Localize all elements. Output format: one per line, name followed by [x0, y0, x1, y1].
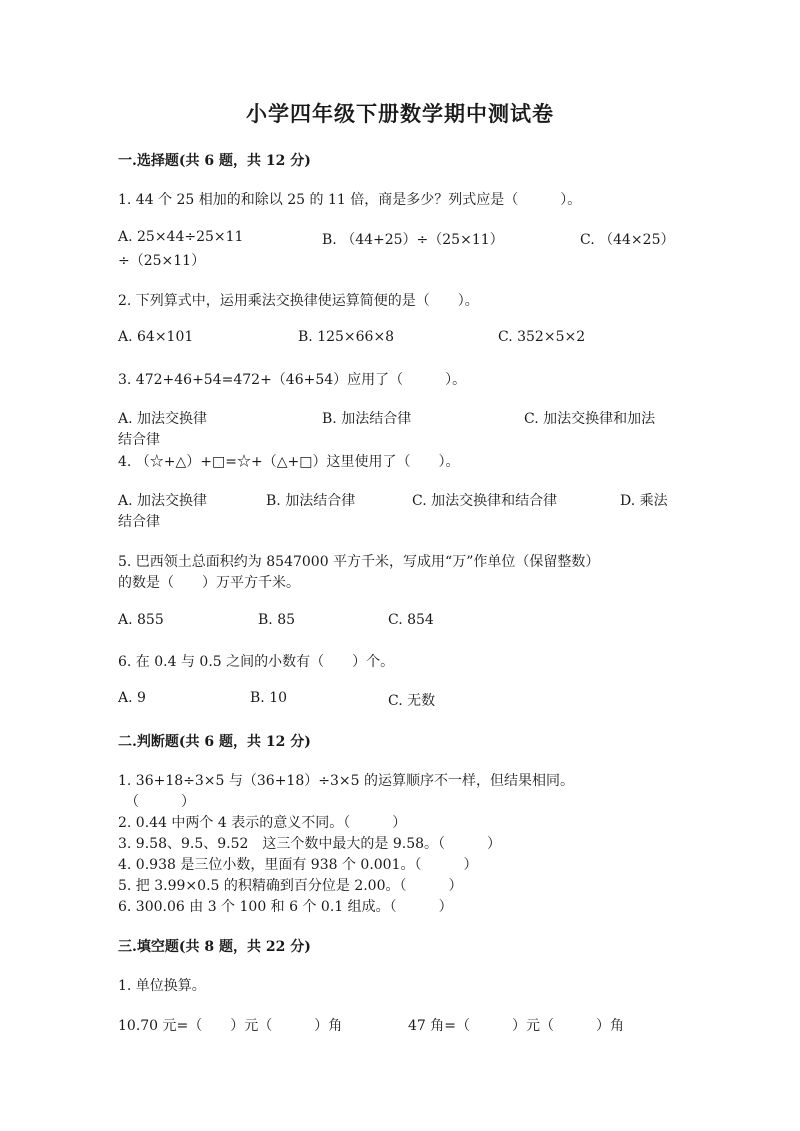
option-b: B. 加法结合律: [322, 411, 412, 427]
question-stem-continued: 的数是（ ）万平方千米。: [118, 575, 300, 591]
fill-in-item: 1. 单位换算。: [118, 978, 206, 994]
judgment-item: 1. 36+18÷3×5 与（36+18）÷3×5 的运算顺序不一样，但结果相同。: [118, 773, 574, 789]
option-b: B. 85: [258, 612, 296, 628]
option-a: A. 加法交换律: [118, 411, 208, 427]
judgment-item: 6. 300.06 由 3 个 100 和 6 个 0.1 组成。（ ）: [118, 899, 453, 915]
option-b: B. （44+25）÷（25×11）: [322, 232, 504, 248]
option-a: A. 64×101: [118, 329, 194, 345]
judgment-item: 4. 0.938 是三位小数，里面有 938 个 0.001。（ ）: [118, 857, 478, 873]
section-heading-choice: 一.选择题(共 6 题，共 12 分): [118, 153, 311, 169]
fill-in-conversion-2: 47 角=（ ）元（ ）角: [408, 1018, 624, 1034]
option-c: C. 854: [388, 612, 434, 628]
option-c: C. 加法交换律和结合律: [412, 493, 558, 509]
section-heading-fill-in: 三.填空题(共 8 题，共 22 分): [118, 939, 311, 955]
option-c: C. （44×25）: [580, 232, 675, 248]
question-stem: 4. （☆+△）+□=☆+（△+□）这里使用了（ ）。: [118, 454, 460, 470]
option-d-continued: 结合律: [118, 514, 160, 530]
question-stem: 2. 下列算式中，运用乘法交换律使运算简便的是（ ）。: [118, 293, 479, 309]
judgment-item: 5. 把 3.99×0.5 的积精确到百分位是 2.00。（ ）: [118, 878, 463, 894]
judgment-item: 3. 9.58、9.5、9.52 这三个数中最大的是 9.58。（ ）: [118, 836, 502, 852]
question-stem: 1. 44 个 25 相加的和除以 25 的 11 倍，商是多少？列式应是（ ）。: [118, 192, 582, 208]
option-c-continued: ÷（25×11）: [118, 253, 206, 269]
judgment-item: 2. 0.44 中两个 4 表示的意义不同。（ ）: [118, 815, 407, 831]
question-stem: 5. 巴西领土总面积约为 8547000 平方千米，写成用“万”作单位（保留整数）: [118, 554, 600, 570]
option-a: A. 加法交换律: [118, 493, 208, 509]
option-a: A. 855: [118, 612, 164, 628]
page-title: 小学四年级下册数学期中测试卷: [246, 101, 554, 126]
question-stem: 3. 472+46+54=472+（46+54）应用了（ ）。: [118, 372, 467, 388]
option-c: C. 加法交换律和加法: [524, 411, 656, 427]
fill-in-conversion-1: 10.70 元=（ ）元（ ）角: [118, 1018, 343, 1034]
option-b: B. 125×66×8: [298, 329, 395, 345]
section-heading-judgment: 二.判断题(共 6 题，共 12 分): [118, 734, 311, 750]
question-stem: 6. 在 0.4 与 0.5 之间的小数有（ ）个。: [118, 654, 395, 670]
option-b: B. 10: [250, 690, 288, 706]
option-c: C. 无数: [388, 693, 436, 709]
option-d: D. 乘法: [620, 493, 668, 509]
option-c-continued: 结合律: [118, 432, 160, 448]
option-b: B. 加法结合律: [266, 493, 356, 509]
option-a: A. 9: [118, 690, 146, 706]
option-a: A. 25×44÷25×11: [118, 229, 244, 245]
option-c: C. 352×5×2: [498, 329, 586, 345]
judgment-item-continued: （ ）: [125, 794, 195, 810]
